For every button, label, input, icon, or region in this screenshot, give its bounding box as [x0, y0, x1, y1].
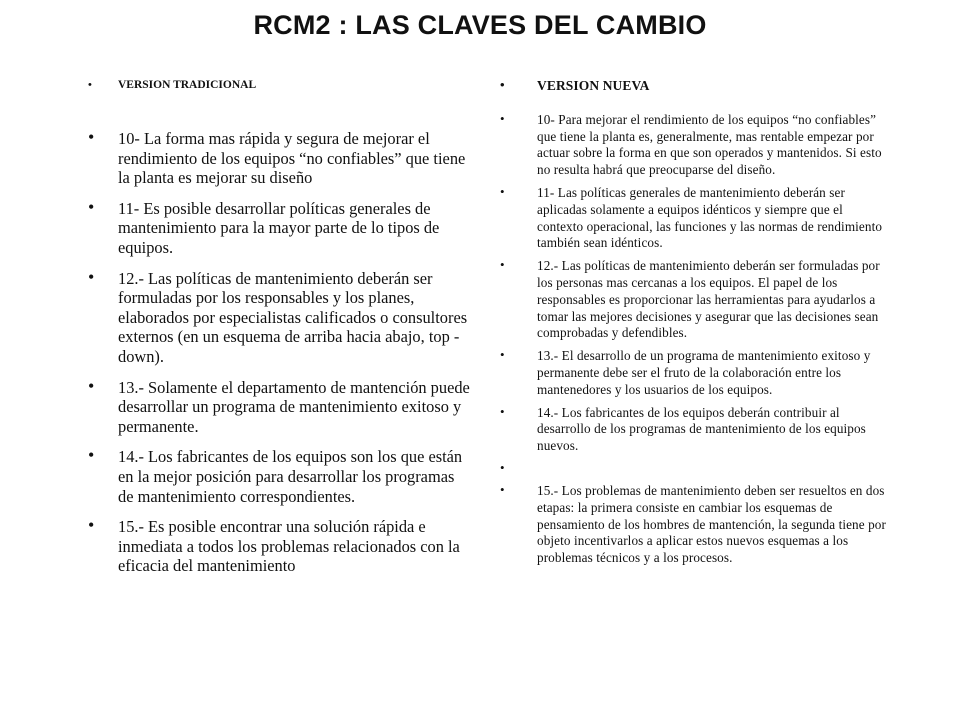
traditional-version-list [88, 78, 470, 587]
item-text: 10- La forma mas rápida y segura de mejorar el rendimiento de los equipos “no confiables” que tiene la planta es mejorar su diseño [118, 129, 466, 188]
item-text: 11- Es posible desarrollar políticas generales de mantenimiento para la mayor parte de lo tipos de equipos. [118, 198, 440, 257]
item-text: 13.- Solamente el departamento de mantención puede desarrollar un programa de mantenimiento exitoso y permanente. [118, 377, 470, 436]
new-heading: VERSION NUEVA [537, 78, 650, 93]
list-item [88, 196, 470, 258]
item-text: 12.- Las políticas de mantenimiento deberán ser formuladas por los responsables y los planes, elaborados por especialistas calificados o consultores externos (en un esquema de arriba hacia abajo, top - down). [118, 268, 468, 366]
bullet-icon: • [88, 79, 92, 91]
list-item-empty [500, 461, 890, 477]
bullet-icon: • [88, 445, 95, 466]
bullet-icon: • [500, 183, 505, 199]
bullet-icon: • [88, 515, 95, 536]
list-item [500, 258, 890, 342]
new-heading-item [500, 78, 890, 95]
bullet-icon: • [500, 403, 505, 419]
item-text: 11- Las políticas generales de mantenimiento deberán ser aplicadas solamente a equipos idénticos y siempre que el contexto operacional, las funciones y las normas de rendimiento también sean idénticos. [537, 184, 883, 251]
list-item [88, 517, 470, 576]
list-item [88, 375, 470, 437]
bullet-icon: • [500, 481, 505, 497]
bullet-icon: • [500, 77, 505, 92]
traditional-heading-item [88, 78, 470, 92]
bullet-icon: • [500, 347, 505, 363]
bullet-icon: • [88, 196, 95, 217]
list-item [88, 266, 470, 367]
item-text: 13.- El desarrollo de un programa de mantenimiento exitoso y permanente debe ser el fruto de la colaboración entre los mantenedores y los usuarios de los equipos. [537, 348, 871, 397]
item-text: 15.- Los problemas de mantenimiento deben ser resueltos en dos etapas: la primera consiste en cambiar los esquemas de pensamiento de los hombres de mantención, la segunda tiene por objeto incentivarlos a aplicar estos nuevos esquemas a los problemas técnicos y a los procesos. [537, 482, 886, 566]
bullet-icon: • [500, 257, 505, 273]
new-version-list [500, 78, 890, 573]
item-text: 14.- Los fabricantes de los equipos deberán contribuir al desarrollo de los programas de mantenimiento de los equipos nuevos. [537, 404, 866, 454]
bullet-icon: • [500, 459, 505, 475]
list-item [500, 348, 890, 398]
bullet-icon: • [88, 266, 95, 287]
bullet-icon: • [500, 110, 505, 126]
list-item [500, 483, 890, 567]
item-text: 15.- Es posible encontrar una solución rápida e inmediata a todos los problemas relacionados con la eficacia del mantenimiento [118, 517, 460, 576]
slide-title: RCM2 : LAS CLAVES DEL CAMBIO [253, 10, 707, 40]
item-text: 14.- Los fabricantes de los equipos son los que están en la mejor posición para desarrollar los programas de mantenimiento correspondientes. [118, 447, 463, 506]
item-text: 10- Para mejorar el rendimiento de los equipos “no confiables” que tiene la planta es, generalmente, mas rentable empezar por actuar sobre la forma en que son operados y mantenidos. Si esto no resulta habrá que preocuparse del diseño. [537, 111, 882, 178]
list-item [500, 112, 890, 179]
bullet-icon: • [88, 127, 95, 147]
item-text: 12.- Las políticas de mantenimiento deberán ser formuladas por los personas mas cercanas a los equipos. El papel de los responsables es proporcionar las herramientas para ayudarlos a tomar las mejores decisiones y asegurar que las decisiones sean comprobadas y defendibles. [537, 258, 880, 341]
list-item [88, 447, 470, 506]
bullet-icon: • [88, 375, 95, 396]
list-item [500, 405, 890, 455]
list-item [88, 129, 470, 188]
list-item [500, 185, 890, 252]
traditional-heading: VERSION TRADICIONAL [118, 79, 257, 91]
